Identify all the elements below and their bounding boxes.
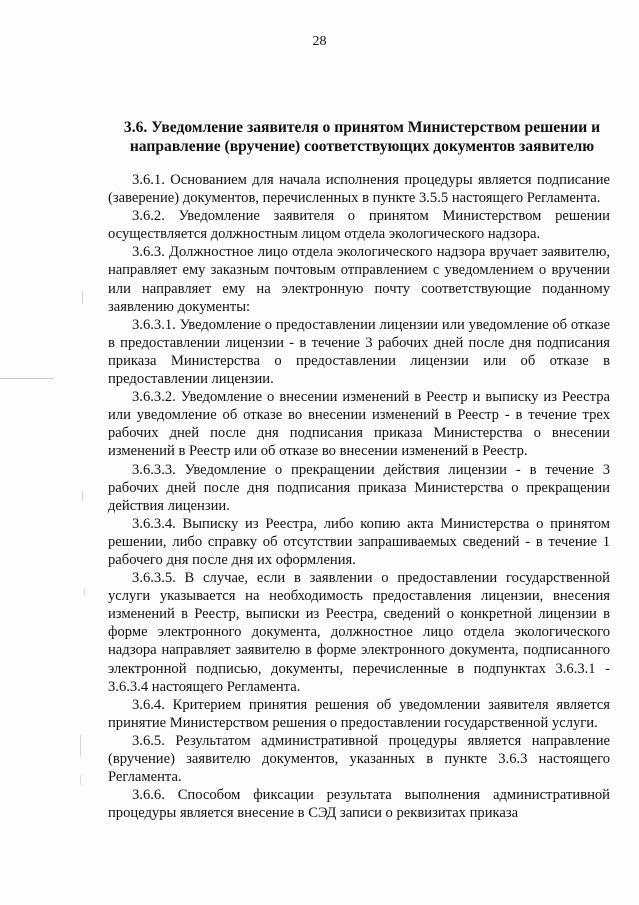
scan-artifact <box>80 735 81 757</box>
scan-artifact <box>80 775 81 785</box>
paragraph-3-6-3-5: 3.6.3.5. В случае, если в заявлении о предоставлении государственной услуги указывается на необходимость предоставления лицензии, внесения изменений в Реестр, выписки из Реестра, сведений о конкретной лицензии в форме электронного документа, должностное лицо отдела экологического надзора направляет заявителю в форме электронного документа, подписанного электронной подписью, документы, перечисленные в подпунктах 3.6.3.1 - 3.6.3.4 настоящего Регламента. <box>108 570 610 695</box>
scan-artifact <box>0 378 54 379</box>
paragraph-3-6-5: 3.6.5. Результатом административной процедуры является направление (вручение) заявителю документов, указанных в пункте 3.6.3 настоящего Регламента. <box>108 732 610 786</box>
paragraph-3-6-2: 3.6.2. Уведомление заявителя о принятом Министерством решении осуществляется должностным лицом отдела экологического надзора. <box>108 208 610 243</box>
paragraph-3-6-3-4: 3.6.3.4. Выписку из Реестра, либо копию акта Министерства о принятом решении, либо справку об отсутствии запрашиваемых сведений - в течение 1 рабочего дня после дня их оформления. <box>108 515 610 568</box>
paragraph-3-6-6: 3.6.6. Способом фиксации результата выполнения административной процедуры является внесение в СЭД записи о реквизитах приказа <box>108 787 610 822</box>
paragraph-3-6-3-2: 3.6.3.2. Уведомление о внесении изменений в Реестр и выписку из Реестра или уведомление об отказе во внесении изменений в Реестр - в течение трех рабочих дней после дня подписания приказа Министерства о внесении изменений в Реестр или об отказе во внесении изменений в Реестр. <box>108 389 610 460</box>
section-title: 3.6. Уведомление заявителя о принятом Министерством решении и направление (вручение) соответствующих документов заявителю <box>123 119 601 155</box>
scan-artifact <box>84 588 85 596</box>
page-number: 28 <box>312 34 327 49</box>
paragraph-3-6-3: 3.6.3. Должностное лицо отдела экологического надзора вручает заявителю, направляет ему заказным почтовым отправлением с уведомлением о вручении или направляет ему на электронную почту соответствующие поданному заявлению документы: <box>108 244 610 315</box>
paragraph-3-6-1: 3.6.1. Основанием для начала исполнения процедуры является подписание (заверение) документов, перечисленных в пункте 3.5.5 настоящего Регламента. <box>108 172 610 207</box>
paragraph-3-6-4: 3.6.4. Критерием принятия решения об уведомлении заявителя является принятие Министерством решения о предоставлении государственной услуги. <box>108 696 610 731</box>
document-body <box>108 171 610 822</box>
scan-artifact <box>82 490 83 502</box>
scan-artifact <box>82 290 83 304</box>
paragraph-3-6-3-1: 3.6.3.1. Уведомление о предоставлении лицензии или уведомление об отказе в предоставлении лицензии - в течение 3 рабочих дней после дня подписания приказа Министерства о предоставлении лицензии или об отказе в предоставлении лицензии. <box>108 316 610 388</box>
paragraph-3-6-3-3: 3.6.3.3. Уведомление о прекращении действия лицензии - в течение 3 рабочих дней после дня подписания приказа Министерства о прекращении действия лицензии. <box>108 461 610 514</box>
